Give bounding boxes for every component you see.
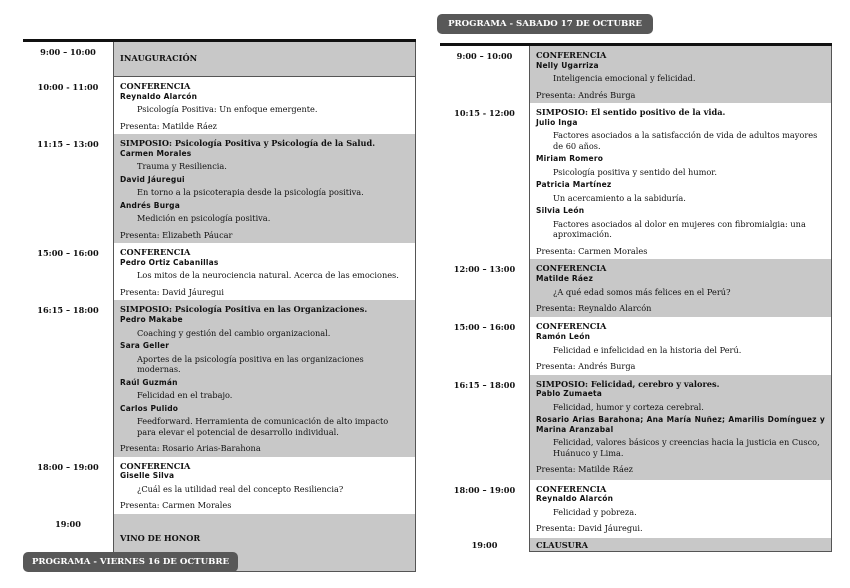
session-row: [23, 134, 416, 243]
presenter: Presenta: Carmen Morales: [536, 245, 648, 256]
event-type: CONFERENCIA: [120, 247, 191, 258]
event-type: SIMPOSIO: Psicología Positiva y Psicología de la Salud.: [120, 138, 376, 149]
session-row: [23, 300, 416, 456]
session-content: [114, 243, 416, 300]
talk-title: Felicidad, humor y corteza cerebral.: [553, 401, 704, 412]
session-content: [530, 538, 832, 552]
session-row: [440, 45, 832, 104]
saturday-schedule-table: [440, 43, 832, 552]
talk-title: Psicología positiva y sentido del humor.: [553, 166, 717, 177]
event-type: CONFERENCIA: [536, 483, 607, 494]
speaker-name: Silvia León: [536, 206, 585, 216]
talk-title: ¿A qué edad somos más felices en el Perú?: [553, 286, 731, 297]
talk-title: Psicología Positiva: Un enfoque emergente.: [137, 104, 318, 115]
session-time: 15:00 – 16:00: [23, 243, 114, 300]
event-label: CLAUSURA: [536, 539, 588, 550]
session-content: [530, 375, 832, 480]
session-row: [440, 103, 832, 259]
event-type: SIMPOSIO: Felicidad, cerebro y valores.: [536, 378, 720, 389]
session-row: [23, 243, 416, 300]
presenter: Presenta: Elizabeth Páucar: [120, 229, 233, 240]
talk-title: Feedforward. Herramienta de comunicación de alto impacto para elevar el potencial de desarrollo individual.: [137, 416, 389, 437]
session-time: 15:00 – 16:00: [440, 317, 530, 374]
session-time: 19:00: [23, 514, 114, 572]
presenter: Presenta: Rosario Arias-Barahona: [120, 443, 261, 454]
speaker-name: Julio Inga: [536, 117, 578, 127]
event-type: CONFERENCIA: [120, 460, 191, 471]
presenter: Presenta: Reynaldo Alarcón: [536, 303, 652, 314]
session-row: [440, 538, 832, 552]
session-content: [114, 300, 416, 456]
session-time: 11:15 – 13:00: [23, 134, 114, 243]
talk-title: En torno a la psicoterapia desde la psicología positiva.: [137, 187, 364, 198]
session-time: 18:00 – 19:00: [440, 480, 530, 538]
event-label: INAUGURACIÓN: [120, 53, 198, 63]
talk-title: Trauma y Resiliencia.: [137, 161, 227, 172]
saturday-program-banner: PROGRAMA - SABADO 17 DE OCTUBRE: [437, 14, 653, 34]
talk-title: Factores asociados a la satisfacción de vida de adultos mayores de 60 años.: [553, 130, 818, 151]
session-content: [530, 103, 832, 259]
session-content: [530, 480, 832, 538]
session-row: [440, 317, 832, 374]
session-time: 9:00 – 10:00: [440, 45, 530, 104]
speaker-name: Giselle Silva: [120, 471, 175, 481]
speaker-name: Rosario Arias Barahona; Ana María Nuñez; Amarilis Domínguez y Marina Aranzabal: [536, 415, 825, 434]
presenter: Presenta: David Jáuregui.: [536, 523, 643, 534]
speaker-name: Ramón León: [536, 331, 591, 341]
talk-title: Felicidad, valores básicos y creencias hacia la justicia en Cusco, Huánuco y Lima.: [553, 437, 820, 458]
talk-title: Factores asociados al dolor en mujeres con fibromialgia: una aproximación.: [553, 218, 806, 240]
session-content: [530, 317, 832, 374]
event-type: CONFERENCIA: [120, 81, 191, 91]
event-type: CONFERENCIA: [536, 321, 607, 332]
speaker-name: Reynaldo Alarcón: [120, 91, 198, 101]
talk-title: Los mitos de la neurociencia natural. Acerca de las emociones.: [137, 270, 399, 281]
session-time: 16:15 – 18:00: [440, 375, 530, 480]
session-row: [440, 480, 832, 538]
session-time: 10:15 - 12:00: [440, 103, 530, 259]
presenter: Presenta: Matilde Ráez: [536, 464, 633, 475]
speaker-name: Nelly Ugarriza: [536, 60, 599, 70]
session-row: [23, 457, 416, 514]
speaker-name: Raúl Guzmán: [120, 377, 178, 387]
speaker-name: Patricia Martínez: [536, 180, 612, 190]
presenter: Presenta: Matilde Ráez: [120, 120, 217, 131]
talk-title: Felicidad en el trabajo.: [137, 390, 233, 401]
session-content: [114, 77, 416, 135]
talk-title: Medición en psicología positiva.: [137, 213, 271, 224]
talk-title: Felicidad e infelicidad en la historia del Perú.: [553, 344, 742, 355]
session-content: [530, 45, 832, 104]
speaker-name: Pedro Ortiz Cabanillas: [120, 257, 219, 267]
talk-title: Coaching y gestión del cambio organizacional.: [137, 327, 331, 338]
session-time: 12:00 – 13:00: [440, 259, 530, 317]
speaker-name: Andrés Burga: [120, 200, 180, 210]
speaker-name: Carmen Morales: [120, 148, 192, 158]
session-content: [530, 259, 832, 317]
session-content: [114, 41, 416, 77]
session-time: 10:00 - 11:00: [23, 77, 114, 135]
speaker-name: Reynaldo Alarcón: [536, 494, 614, 504]
session-row: [440, 375, 832, 480]
presenter: Presenta: Andrés Burga: [536, 89, 636, 100]
event-type: CONFERENCIA: [536, 50, 607, 60]
talk-title: Inteligencia emocional y felicidad.: [553, 73, 696, 84]
talk-title: ¿Cuál es la utilidad real del concepto Resiliencia?: [137, 483, 344, 494]
speaker-name: Matilde Ráez: [536, 273, 594, 283]
talk-title: Felicidad y pobreza.: [553, 506, 637, 517]
session-time: 9:00 – 10:00: [23, 41, 114, 77]
friday-schedule-table: [23, 39, 416, 572]
session-row: [440, 259, 832, 317]
presenter: Presenta: Andrés Burga: [536, 361, 636, 372]
event-type: CONFERENCIA: [536, 263, 607, 274]
session-time: 18:00 – 19:00: [23, 457, 114, 514]
talk-title: Aportes de la psicología positiva en las organizaciones modernas.: [137, 353, 364, 375]
event-type: SIMPOSIO: Psicología Positiva en las Organizaciones.: [120, 304, 368, 315]
session-row: [23, 77, 416, 135]
session-time: 16:15 – 18:00: [23, 300, 114, 456]
speaker-name: Pablo Zumaeta: [536, 389, 603, 399]
speaker-name: David Jáuregui: [120, 174, 185, 184]
speaker-name: Sara Geller: [120, 341, 170, 351]
presenter: Presenta: David Jáuregui: [120, 286, 224, 297]
session-content: [114, 134, 416, 243]
session-content: [114, 457, 416, 514]
speaker-name: Miriam Romero: [536, 154, 604, 164]
session-row: [23, 41, 416, 77]
session-time: 19:00: [440, 538, 530, 552]
friday-program-banner: PROGRAMA - VIERNES 16 DE OCTUBRE: [23, 552, 238, 572]
speaker-name: Carlos Pulido: [120, 403, 179, 413]
talk-title: Un acercamiento a la sabiduría.: [553, 192, 686, 203]
event-type: SIMPOSIO: El sentido positivo de la vida.: [536, 107, 726, 118]
event-label: VINO DE HONOR: [120, 532, 201, 543]
speaker-name: Pedro Makabe: [120, 314, 183, 324]
presenter: Presenta: Carmen Morales: [120, 500, 232, 511]
